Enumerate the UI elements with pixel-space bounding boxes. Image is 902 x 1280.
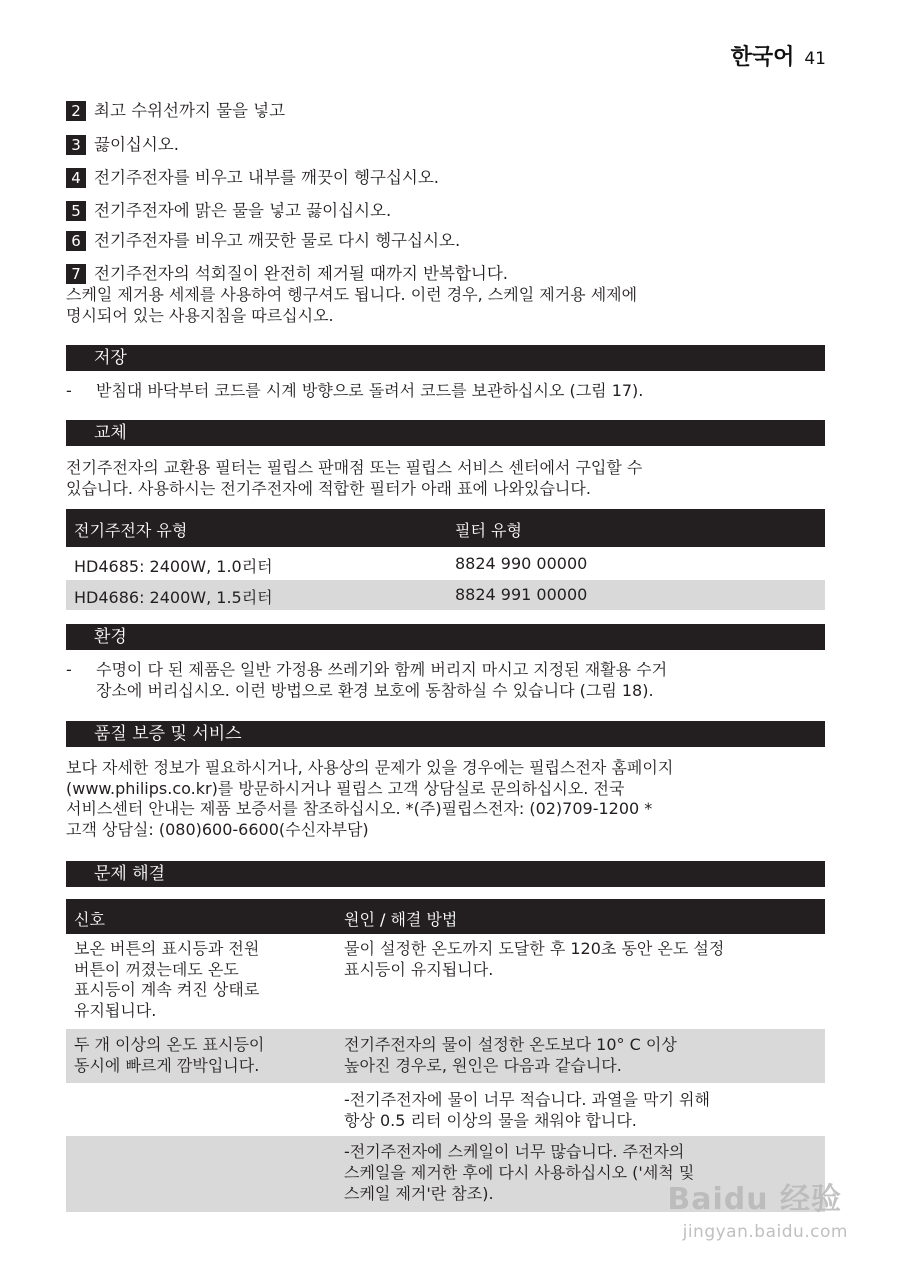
- section-storage-title: 저장: [66, 345, 825, 371]
- descale-note: 스케일 제거용 세제를 사용하여 헹구셔도 됩니다. 이런 경우, 스케일 제거용 세제에 명시되어 있는 사용지침을 따르십시오.: [66, 285, 638, 325]
- bullet-dash: -: [66, 381, 72, 400]
- step-7: [66, 263, 508, 285]
- step-text: 전기주전자의 석회질이 완전히 제거될 때까지 반복합니다.: [94, 264, 509, 283]
- section-environment-title: 환경: [66, 624, 825, 650]
- section-troubleshooting-title: 문제 해결: [66, 861, 825, 887]
- step-number: 2: [66, 101, 86, 121]
- step-2: [66, 100, 285, 122]
- table-cell: 8824 991 00000: [455, 585, 588, 604]
- baidu-watermark-logo: Baidu 经验: [667, 1182, 842, 1217]
- step-text: 전기주전자에 맑은 물을 넣고 끓이십시오.: [94, 201, 392, 220]
- language-label: 한국어: [730, 45, 795, 70]
- replacement-paragraph: 전기주전자의 교환용 필터는 필립스 판매점 또는 필립스 서비스 센터에서 구입할 수 있습니다. 사용하시는 전기주전자에 적합한 필터가 아래 표에 나와있습니다.: [66, 458, 643, 498]
- section-guarantee-title: 품질 보증 및 서비스: [66, 721, 825, 747]
- table-cell: 8824 990 00000: [455, 554, 588, 573]
- step-text: 끓이십시오.: [94, 135, 179, 154]
- cause-cell: 물이 설정한 온도까지 도달한 후 120초 동안 온도 설정 표시등이 유지됩니다.: [344, 939, 725, 979]
- table-header-cell: 전기주전자 유형: [74, 521, 188, 540]
- step-text: 전기주전자를 비우고 깨끗한 물로 다시 헹구십시오.: [94, 231, 461, 250]
- bullet-text: 수명이 다 된 제품은 일반 가정용 쓰레기와 함께 버리지 마시고 지정된 재활용 수거 장소에 버리십시오. 이런 방법으로 환경 보호에 동참하실 수 있습니다 (그림 18).: [96, 660, 668, 700]
- baidu-watermark-url: jingyan.baidu.com: [682, 1222, 848, 1242]
- step-3: [66, 134, 179, 156]
- cause-cell: -전기주전자에 스케일이 너무 많습니다. 주전자의 스케일을 제거한 후에 다시 사용하십시오 ('세척 및 스케일 제거'란 참조).: [344, 1142, 695, 1203]
- table-header-row: [66, 509, 825, 547]
- table-cell: HD4686: 2400W, 1.5리터: [74, 588, 273, 607]
- signal-cell: 보온 버튼의 표시등과 전원 버튼이 꺼졌는데도 온도 표시등이 계속 켜진 상태로 유지됩니다.: [74, 939, 260, 1020]
- step-text: 최고 수위선까지 물을 넣고: [94, 101, 286, 120]
- bullet-dash: -: [66, 660, 72, 679]
- bullet-text: 받침대 바닥부터 코드를 시계 방향으로 돌려서 코드를 보관하십시오 (그림 17).: [96, 381, 644, 400]
- table-header-cell: 원인 / 해결 방법: [344, 910, 458, 929]
- filter-table: [66, 509, 825, 610]
- step-number: 7: [66, 264, 86, 284]
- step-text: 전기주전자를 비우고 내부를 깨끗이 헹구십시오.: [94, 168, 440, 187]
- page-header: [731, 40, 826, 71]
- troubleshooting-table: [66, 899, 825, 1212]
- guarantee-paragraph: 보다 자세한 정보가 필요하시거나, 사용상의 문제가 있을 경우에는 필립스전자 홈페이지 (www.philips.co.kr)를 방문하시거나 필립스 고객 상담실로 문의하십시오. 전국 서비스센터 안내는 제품 보증서를 참조하십시오. *(주)필립스전자: (02)709-1200 * 고객 상담실: (080)600-6600(수신자부담): [66, 758, 674, 839]
- page-number: 41: [804, 49, 826, 69]
- cause-cell: -전기주전자에 물이 너무 적습니다. 과열을 막기 위해 항상 0.5 리터 이상의 물을 채워야 합니다.: [344, 1090, 710, 1130]
- step-4: [66, 167, 439, 189]
- table-header-cell: 필터 유형: [455, 521, 522, 540]
- table-row: [66, 580, 825, 610]
- table-cell: HD4685: 2400W, 1.0리터: [74, 557, 273, 576]
- step-number: 5: [66, 201, 86, 221]
- step-number: 4: [66, 168, 86, 188]
- table-row: [66, 1029, 825, 1083]
- step-number: 6: [66, 231, 86, 251]
- cause-cell: 전기주전자의 물이 설정한 온도보다 10° C 이상 높아진 경우로, 원인은 다음과 같습니다.: [344, 1035, 677, 1075]
- step-number: 3: [66, 135, 86, 155]
- table-header-cell: 신호: [74, 910, 105, 929]
- table-row: [66, 547, 825, 580]
- signal-cell: 두 개 이상의 온도 표시등이 동시에 빠르게 깜박입니다.: [74, 1035, 265, 1075]
- step-5: [66, 200, 391, 222]
- step-6: [66, 230, 460, 252]
- table-header-row: [66, 899, 825, 934]
- section-replacement-title: 교체: [66, 420, 825, 446]
- table-row: [66, 1083, 825, 1136]
- table-row: [66, 934, 825, 1029]
